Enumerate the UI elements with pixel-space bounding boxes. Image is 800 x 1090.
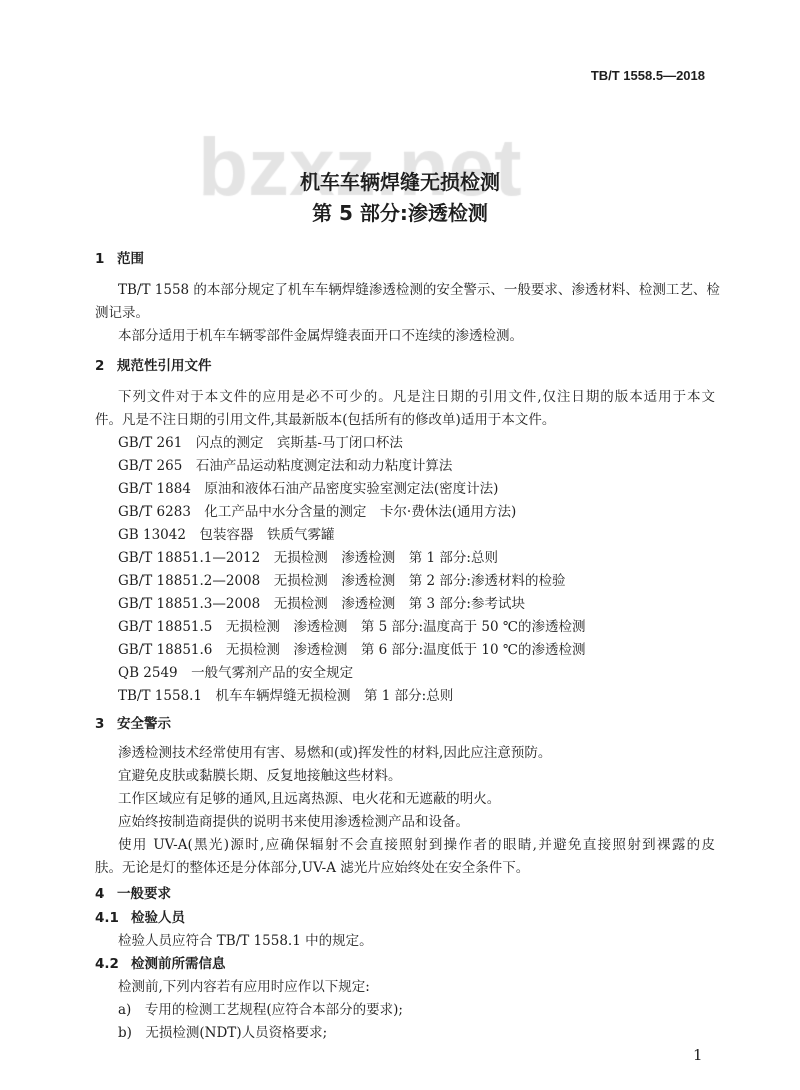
section-number: 3 xyxy=(95,716,105,732)
paragraph: TB/T 1558 的本部分规定了机车车辆焊缝渗透检测的安全警示、一般要求、渗透材料、检测工艺、检 xyxy=(118,282,720,298)
section-title: 安全警示 xyxy=(117,716,171,732)
section-title: 检验人员 xyxy=(131,910,185,926)
section-4-1-heading xyxy=(95,906,185,926)
section-number: 4.2 xyxy=(95,956,119,972)
reference-item: TB/T 1558.1 机车车辆焊缝无损检测 第 1 部分:总则 xyxy=(118,688,454,704)
paragraph: 肤。无论是灯的整体还是分体部分,UV-A 滤光片应始终处在安全条件下。 xyxy=(95,860,530,876)
paragraph: 下列文件对于本文件的应用是必不可少的。凡是注日期的引用文件,仅注日期的版本适用于本文 xyxy=(118,389,715,405)
paragraph: 工作区域应有足够的通风,且远离热源、电火花和无遮蔽的明火。 xyxy=(118,791,501,807)
document-subtitle: 第 5 部分:渗透检测 xyxy=(312,201,488,225)
reference-item: GB/T 18851.1—2012 无损检测 渗透检测 第 1 部分:总则 xyxy=(118,550,498,566)
reference-item: GB/T 6283 化工产品中水分含量的测定 卡尔·费休法(通用方法) xyxy=(118,504,517,520)
section-4-2-heading xyxy=(95,952,226,972)
section-number: 4.1 xyxy=(95,910,119,926)
section-number: 4 xyxy=(95,886,105,902)
section-title: 一般要求 xyxy=(117,886,171,902)
paragraph: 使用 UV-A(黑光)源时,应确保辐射不会直接照射到操作者的眼睛,并避免直接照射到裸露的皮 xyxy=(118,837,715,853)
section-title: 规范性引用文件 xyxy=(117,358,212,374)
section-1-heading xyxy=(95,247,144,267)
section-2-heading xyxy=(95,354,212,374)
document-title: 机车车辆焊缝无损检测 xyxy=(300,170,500,194)
section-4-heading xyxy=(95,882,171,902)
reference-item: GB/T 18851.5 无损检测 渗透检测 第 5 部分:温度高于 50 ℃的渗透检测 xyxy=(118,619,586,635)
reference-item: GB 13042 包装容器 铁质气雾罐 xyxy=(118,527,335,543)
paragraph: 宜避免皮肤或黏膜长期、反复地接触这些材料。 xyxy=(118,768,402,784)
reference-item: GB/T 18851.6 无损检测 渗透检测 第 6 部分:温度低于 10 ℃的渗透检测 xyxy=(118,642,586,658)
standard-code-header: TB/T 1558.5—2018 xyxy=(590,68,705,83)
section-title: 范围 xyxy=(117,251,144,267)
list-item: a) 专用的检测工艺规程(应符合本部分的要求); xyxy=(118,1002,403,1018)
section-number: 1 xyxy=(95,251,105,267)
reference-item: GB/T 18851.3—2008 无损检测 渗透检测 第 3 部分:参考试块 xyxy=(118,596,525,612)
paragraph: 渗透检测技术经常使用有害、易燃和(或)挥发性的材料,因此应注意预防。 xyxy=(118,745,552,761)
page-number: 1 xyxy=(693,1046,703,1064)
paragraph: 检验人员应符合 TB/T 1558.1 中的规定。 xyxy=(118,933,373,949)
paragraph: 本部分适用于机车车辆零部件金属焊缝表面开口不连续的渗透检测。 xyxy=(118,328,523,344)
paragraph: 测记录。 xyxy=(95,305,149,321)
reference-item: GB/T 261 闪点的测定 宾斯基-马丁闭口杯法 xyxy=(118,435,403,451)
section-3-heading xyxy=(95,712,171,732)
paragraph: 应始终按制造商提供的说明书来使用渗透检测产品和设备。 xyxy=(118,814,469,830)
paragraph: 件。凡是不注日期的引用文件,其最新版本(包括所有的修改单)适用于本文件。 xyxy=(95,412,556,428)
list-item: b) 无损检测(NDT)人员资格要求; xyxy=(118,1025,328,1041)
section-title: 检测前所需信息 xyxy=(131,956,226,972)
reference-item: GB/T 18851.2—2008 无损检测 渗透检测 第 2 部分:渗透材料的检验 xyxy=(118,573,566,589)
paragraph: 检测前,下列内容若有应用时应作以下规定: xyxy=(118,979,370,995)
reference-item: GB/T 265 石油产品运动粘度测定法和动力粘度计算法 xyxy=(118,458,453,474)
section-number: 2 xyxy=(95,358,105,374)
reference-item: QB 2549 一般气雾剂产品的安全规定 xyxy=(118,665,354,681)
reference-item: GB/T 1884 原油和液体石油产品密度实验室测定法(密度计法) xyxy=(118,481,499,497)
